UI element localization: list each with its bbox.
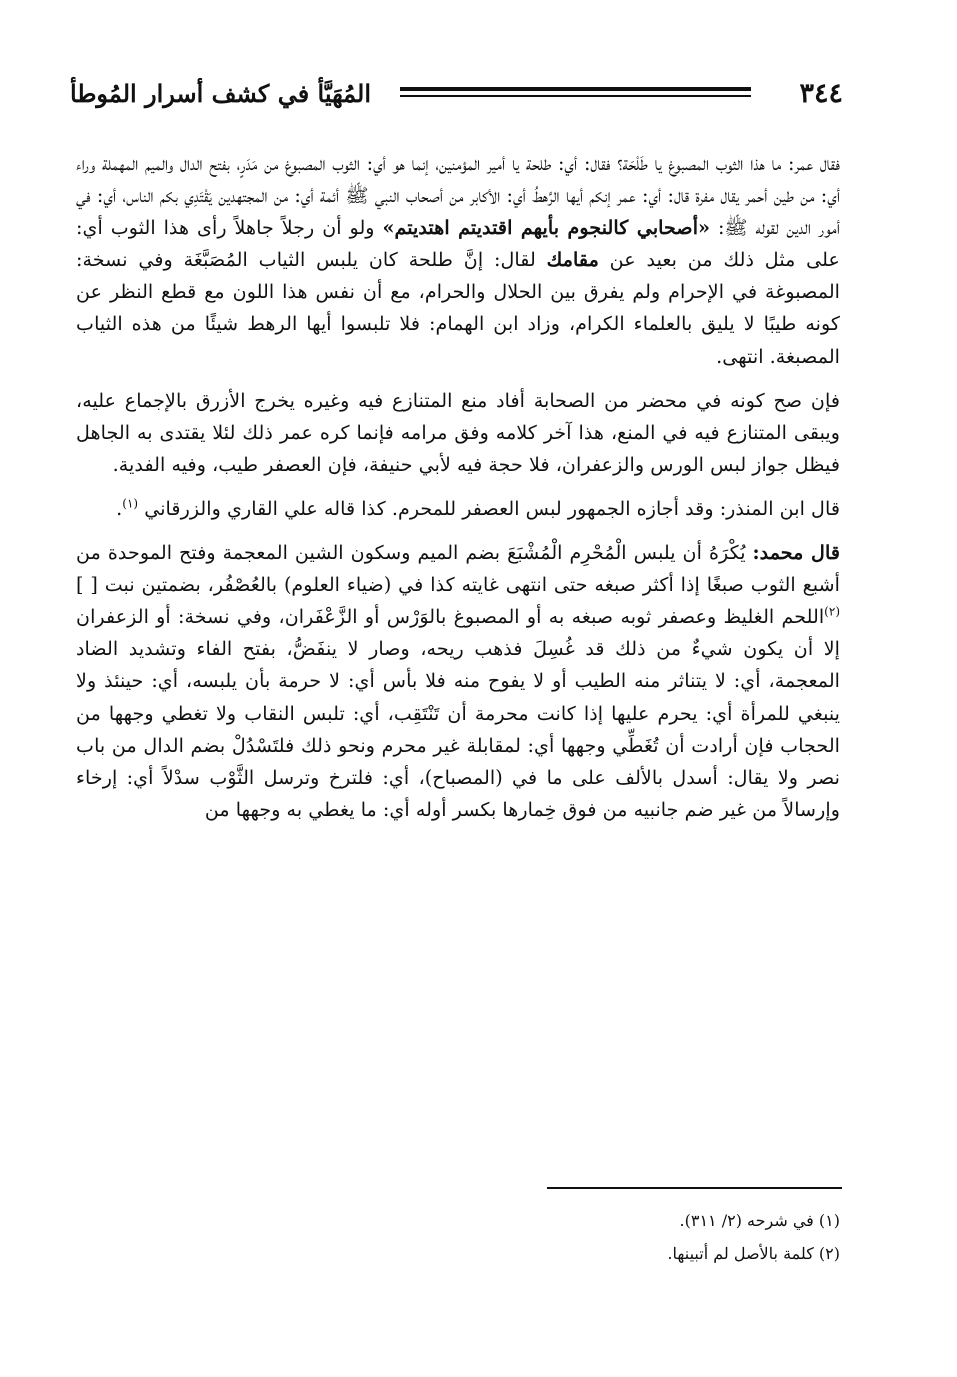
paragraph-2: فإن صح كونه في محضر من الصحابة أفاد منع المتنازع فيه وغيره يخرج الأزرق بالإجماع عليه، ويبقى المتنازع فيه في المنع، هذا آخر كلامه وفق مرامه فإنما كره عمر ذلك لئلا يقتدى به الجاهل فيظل جواز لبس الورس والزعفران، فلا حجة فيه لأبي حنيفة، فإن العصفر طيب، وفيه الفدية.	[76, 388, 840, 476]
paragraph-1-text: فقال عمر: ما هذا الثوب المصبوغ يا طَلْحَة؟ فقال: أي: طلحة يا أمير المؤمنين، إنما هو أي: الثوب المصبوغ من مَدَرٍ، بفتح الدال والميم المهملة وراء أي: من طين أحمر يقال مفرة قال: أي: عمر إنكم أيها الرَّهطُ أي: الأكابر من أصحاب النبي ﷺ أئمة أي: من المجتهدين يَقْتَدِي بكم الناس، أي: في أمور الدين لقوله ﷺ:	[76, 152, 840, 240]
footnote-ref-2: (٢)	[824, 604, 840, 619]
paragraph-4	[76, 537, 840, 826]
qala-muhammad-label: قال محمد:	[752, 541, 840, 565]
paragraph-3-text: قال ابن المنذر: وقد أجازه الجمهور لبس العصفر للمحرم. كذا قاله علي القاري والزرقاني	[144, 496, 840, 520]
footnotes	[76, 1204, 840, 1270]
paragraph-1	[76, 148, 840, 373]
header-rule	[400, 87, 751, 101]
footnote-2: (٢) كلمة بالأصل لم أتبينها.	[667, 1244, 840, 1263]
paragraph-4-cont: اللحم الغليظ وعصفر ثوبه صبغه به أو المصبوغ بالوَرْس أو الزَّعْفَران، وفي نسخة: أو الزعفران إلا أن يكون شيءٌ من ذلك قد غُسِلَ فذهب ريحه، وصار لا ينفَضُّ، بفتح الفاء وتشديد الضاد المعجمة، أي: لا يتناثر منه الطيب أو لا يفوح منه فلا بأس أي: لا حرمة بأن يلبسه، أي: حينئذ ولا ينبغي للمرأة أي: يحرم عليها إذا كانت محرمة أن تَنْتَقِب، أي: تلبس النقاب ولا تغطي وجهها من الحجاب فإن أرادت أن تُغَطِّي وجهها أي: لمقابلة غير محرم ونحو ذلك فلتَسْدُلْ بضم الدال من باب نصر ولا يقال: أسدل بالألف على ما في (المصباح)، أي: فلترخ وترسل الثَّوْب سدْلاً أي: إرخاء وإرسالاً من غير ضم جانبيه من فوق خِمارها بكسر أوله أي: ما يغطي به وجهها من	[76, 605, 840, 821]
header-rule-thick	[400, 87, 751, 91]
paragraph-1-end: لقال: إنَّ طلحة كان يلبس الثياب المُصَبَّغَة وفي نسخة: المصبوغة في الإحرام ولم يفرق بين الحلال والحرام، مع أن نفس هذا اللون مع قطع النظر عن كونه طيبًا لا يليق بالعلماء الكرام، وزاد ابن الهمام: فلا تلبسوا أيها الرهط شيئًا من هذه الثياب المصبغة. انتهى.	[76, 248, 840, 368]
page-number: ٣٤٤	[799, 78, 843, 109]
page-header	[70, 74, 843, 114]
footnote-separator	[547, 1187, 842, 1189]
keyword-maqamak: مقامك	[546, 248, 599, 272]
paragraph-4-text: يُكْرَهُ أن يلبس الْمُحْرِم الْمُشْبَعَ بضم الميم وسكون الشين المعجمة وفتح الموحدة من أشبع الثوب صبغًا إذا أكثر صبغه حتى انتهى غايته كذا في (ضياء العلوم) بالعُصْفُر، بضمتين نبت [ ]	[76, 541, 840, 597]
header-rule-thin	[400, 95, 751, 97]
main-text	[76, 148, 840, 826]
paragraph-1-cont: ولو أن رجلاً جاهلاً رأى هذا الثوب أي: على مثل ذلك من بعيد عن	[76, 216, 840, 272]
book-title: المُهَيَّأ في كشف أسرار المُوطأ	[70, 79, 371, 108]
paragraph-3-end: .	[116, 496, 123, 520]
footnote-ref-1: (١)	[122, 496, 139, 511]
hadith-quote: «أصحابي كالنجوم بأيهم اقتديتم اهتديتم»	[382, 216, 711, 240]
footnote-1: (١) في شرحه (٢/ ٣١١).	[679, 1211, 840, 1230]
paragraph-3	[76, 493, 840, 525]
